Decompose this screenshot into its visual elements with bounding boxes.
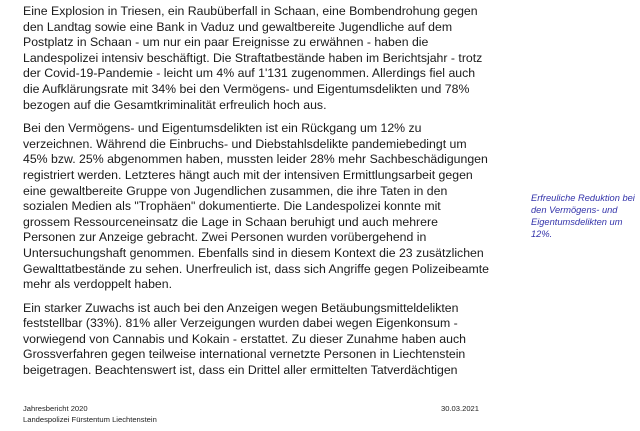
paragraph-property-crime: Bei den Vermögens- und Eigentumsdelikten ist ein Rückgang um 12% zu verzeichnen. Während die Einbruchs- und Diebstahlsdelikte pandemiebedingt um 45% bzw. 25% abgenommen haben, mussten leider 28% mehr Sachbeschädigungen registriert werden. Letzteres hängt auch mit der intensiven Ermittlungsarbeit gegen eine gewaltbereite Gruppe von Jugendlichen zusammen, die ihre Taten in den sozialen Medien als "Trophäen" dokumentierte. Die Landespolizei konnte mit grossem Ressourceneinsatz die Lage in Schaan beruhigt und auch mehrere Personen zur Anzeige gebracht. Zwei Personen wurden vorübergehend in Untersuchungshaft genommen. Ebenfalls sind in diesem Kontext die 23 zusätzlichen Gewalttatbestände zu sehen. Unerfreulich ist, dass sich Angriffe gegen Polizeibeamte mehr als verdoppelt haben. <box>23 121 489 292</box>
margin-note: Erfreuliche Reduktion bei den Vermögens- und Eigentumsdelikten um 12%. <box>531 193 635 239</box>
footer-report-title: Jahresbericht 2020 <box>23 404 88 413</box>
paragraph-narcotics: Ein starker Zuwachs ist auch bei den Anzeigen wegen Betäubungsmitteldelikten feststellbar (33%). 81% aller Verzeigungen wurden dabei wegen Eigenkonsum - vorwiegend von Cannabis und Kokain - erstattet. Zu dieser Zunahme haben auch Grossverfahren gegen teilweise international vernetzte Personen in Liechtenstein beigetragen. Beachtenswert ist, dass ein Drittel aller ermittelten Tatverdächtigen <box>23 300 466 378</box>
footer-left <box>23 404 157 425</box>
report-body <box>23 4 491 387</box>
footer-date: 30.03.2021 <box>441 404 480 413</box>
footer-organization: Landespolizei Fürstentum Liechtenstein <box>23 414 157 424</box>
paragraph-intro: Eine Explosion in Triesen, ein Raubüberfall in Schaan, eine Bombendrohung gegen den Landtag sowie eine Bank in Vaduz und gewaltbereite Jugendliche auf dem Postplatz in Schaan - um nur ein paar Ereignisse zu erwähnen - haben die Landespolizei intensiv beschäftigt. Die Straftatbestände haben im Berichtsjahr - trotz der Covid-19-Pandemie - leicht um 4% auf 1'131 zugenommen. Allerdings fiel auch die Aufklärungsrate mit 34% bei den Vermögens- und Eigentumsdelikten und 78% bezogen auf die Gesamtkriminalität erfreulich hoch aus. <box>23 4 483 112</box>
